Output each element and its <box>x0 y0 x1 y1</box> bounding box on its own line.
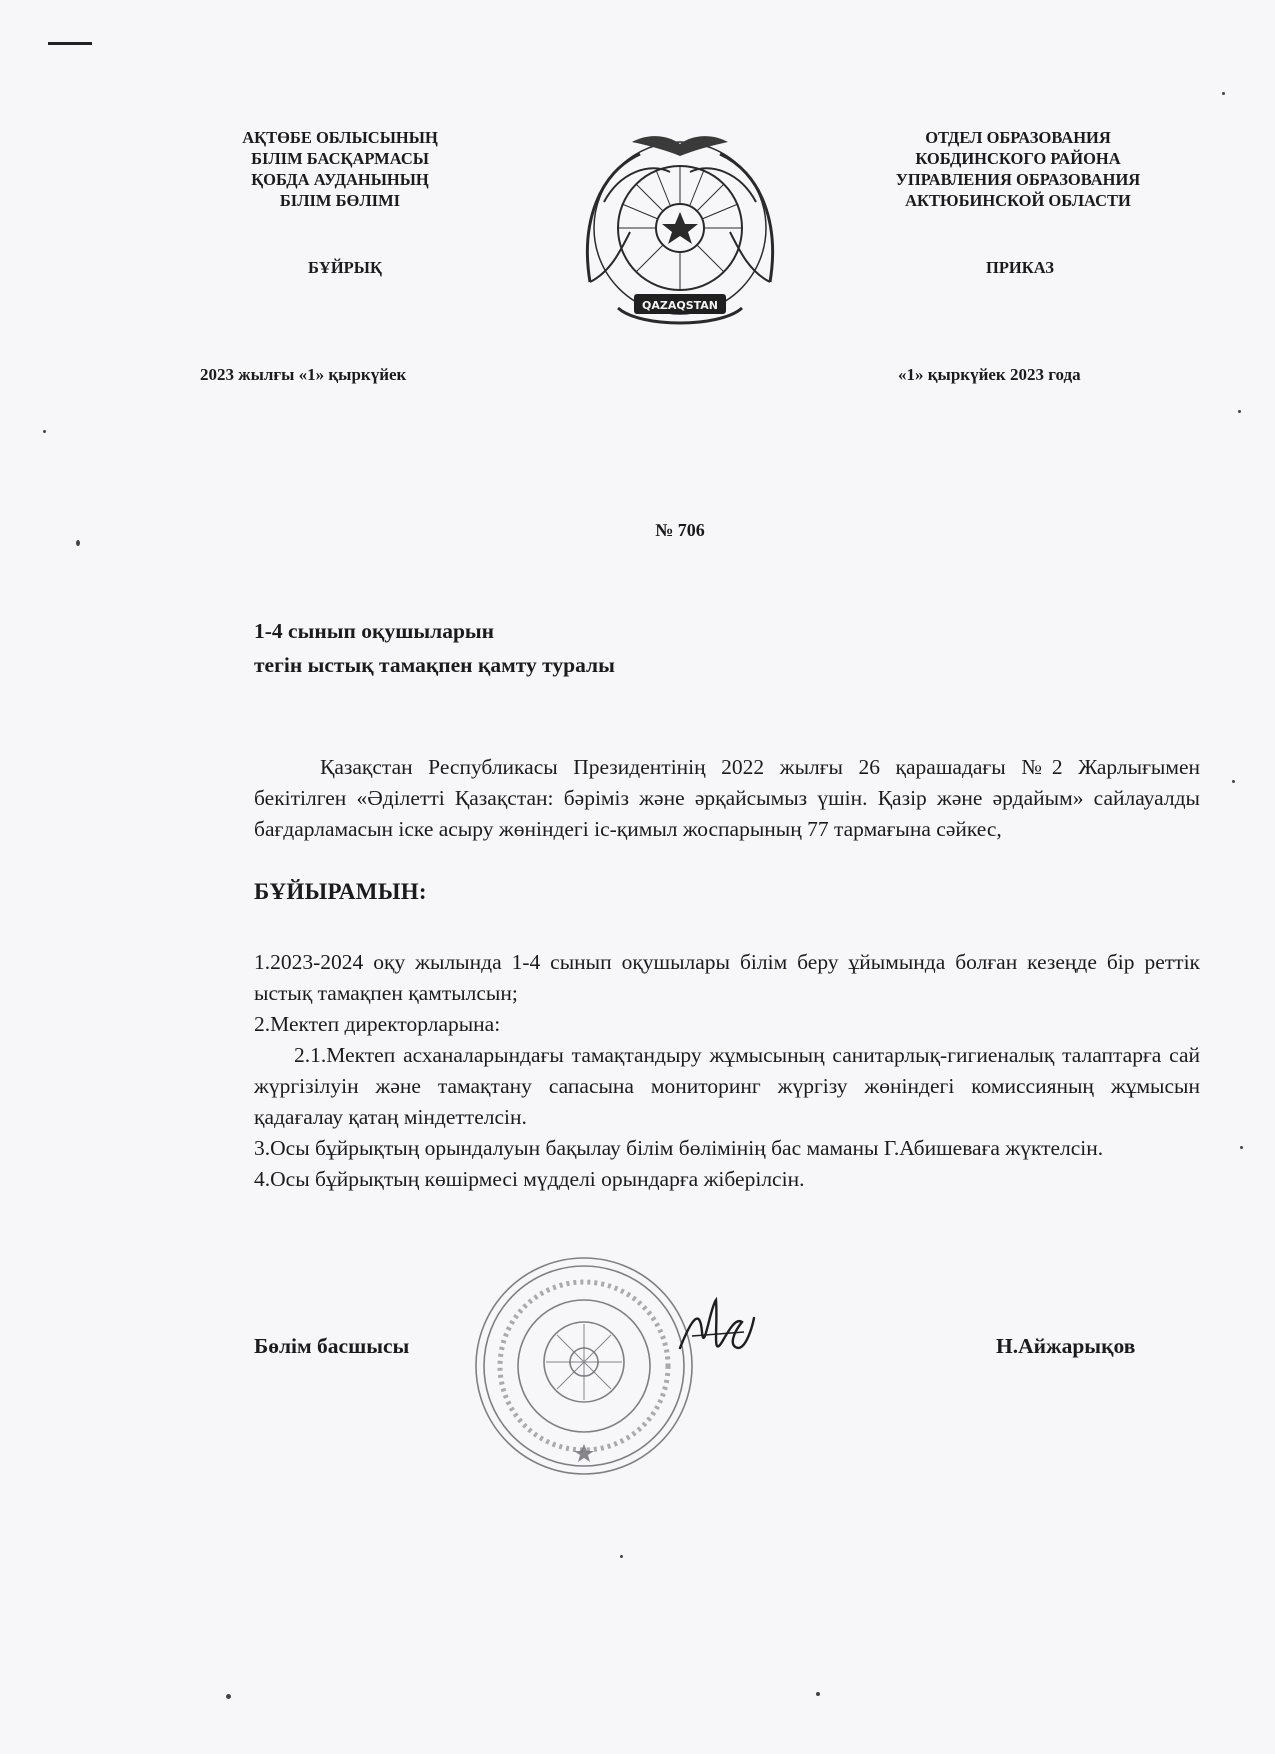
order-item: 2.Мектеп директорларына: <box>254 1012 501 1036</box>
document-title-line: тегін ыстық тамақпен қамту туралы <box>254 653 615 677</box>
order-item: 2.1.Мектеп асханаларындағы тамақтандыру жұмысының санитарлық-гигиеналық талаптарға сай жүргізілуін және тамақтану сапасына мониторинг жүргізу жөніндегі комиссияның жұмысын қадағалау қатаң міндеттелсін. <box>254 1043 1200 1129</box>
header-left-line: АҚТӨБЕ ОБЛЫСЫНЫҢ <box>242 128 438 147</box>
header-left-line: БІЛІМ БӨЛІМІ <box>279 191 401 210</box>
doc-type-right: ПРИКАЗ <box>986 258 1054 277</box>
preamble <box>254 752 1200 845</box>
signatory-name: Н.Айжарықов <box>996 1334 1136 1358</box>
header-right-line: ОТДЕЛ ОБРАЗОВАНИЯ <box>925 128 1111 147</box>
preamble-text: Қазақстан Республикасы Президентінің 2022 жылғы 26 қарашадағы №2 Жарлығымен бекітілген «Әділетті Қазақстан: бәріміз және әрқайсымыз үшін. Қазір және әрдайым» сайлауалды бағдарламасын іске асыру жөніндегі іс-қимыл жоспарының 77 тармағына сәйкес, <box>254 755 1200 841</box>
header-right-line: АКТЮБИНСКОЙ ОБЛАСТИ <box>905 191 1131 210</box>
document-number: № 706 <box>655 520 705 540</box>
order-item: 3.Осы бұйрықтың орындалуын бақылау білім бөлімінің бас маманы Г.Абишеваға жүктелсін. <box>254 1136 1104 1160</box>
official-seal-icon <box>462 1252 706 1480</box>
order-word: БҰЙЫРАМЫН: <box>254 879 427 904</box>
date-left: 2023 жылғы «1» қыркүйек <box>200 365 407 384</box>
signatory-position: Бөлім басшысы <box>254 1334 410 1358</box>
handwritten-signature-icon <box>672 1288 758 1374</box>
header-right-line: УПРАВЛЕНИЯ ОБРАЗОВАНИЯ <box>895 170 1141 189</box>
document-title-line: 1-4 сынып оқушыларын <box>254 619 495 643</box>
date-right: «1» қыркүйек 2023 года <box>898 365 1081 384</box>
order-item: 4.Осы бұйрықтың көшірмесі мүдделі орындарға жіберілсін. <box>254 1167 805 1191</box>
header-right <box>858 127 1178 211</box>
doc-type-left: БҰЙРЫҚ <box>308 258 382 277</box>
state-emblem-icon <box>560 132 800 340</box>
order-items <box>254 947 1200 1195</box>
emblem-banner-text: QAZAQSTAN <box>642 299 718 312</box>
header-left-line: БІЛІМ БАСҚАРМАСЫ <box>251 149 429 168</box>
header-left <box>195 127 485 211</box>
header-left-line: ҚОБДА АУДАНЫНЫҢ <box>251 170 429 189</box>
header-right-line: КОБДИНСКОГО РАЙОНА <box>915 149 1121 168</box>
scan-mark <box>48 42 92 45</box>
document-title <box>254 614 615 682</box>
order-item: 1.2023-2024 оқу жылында 1-4 сынып оқушылары білім беру ұйымында болған кезеңде бір реттік ыстық тамақпен қамтылсын; <box>254 950 1200 1005</box>
